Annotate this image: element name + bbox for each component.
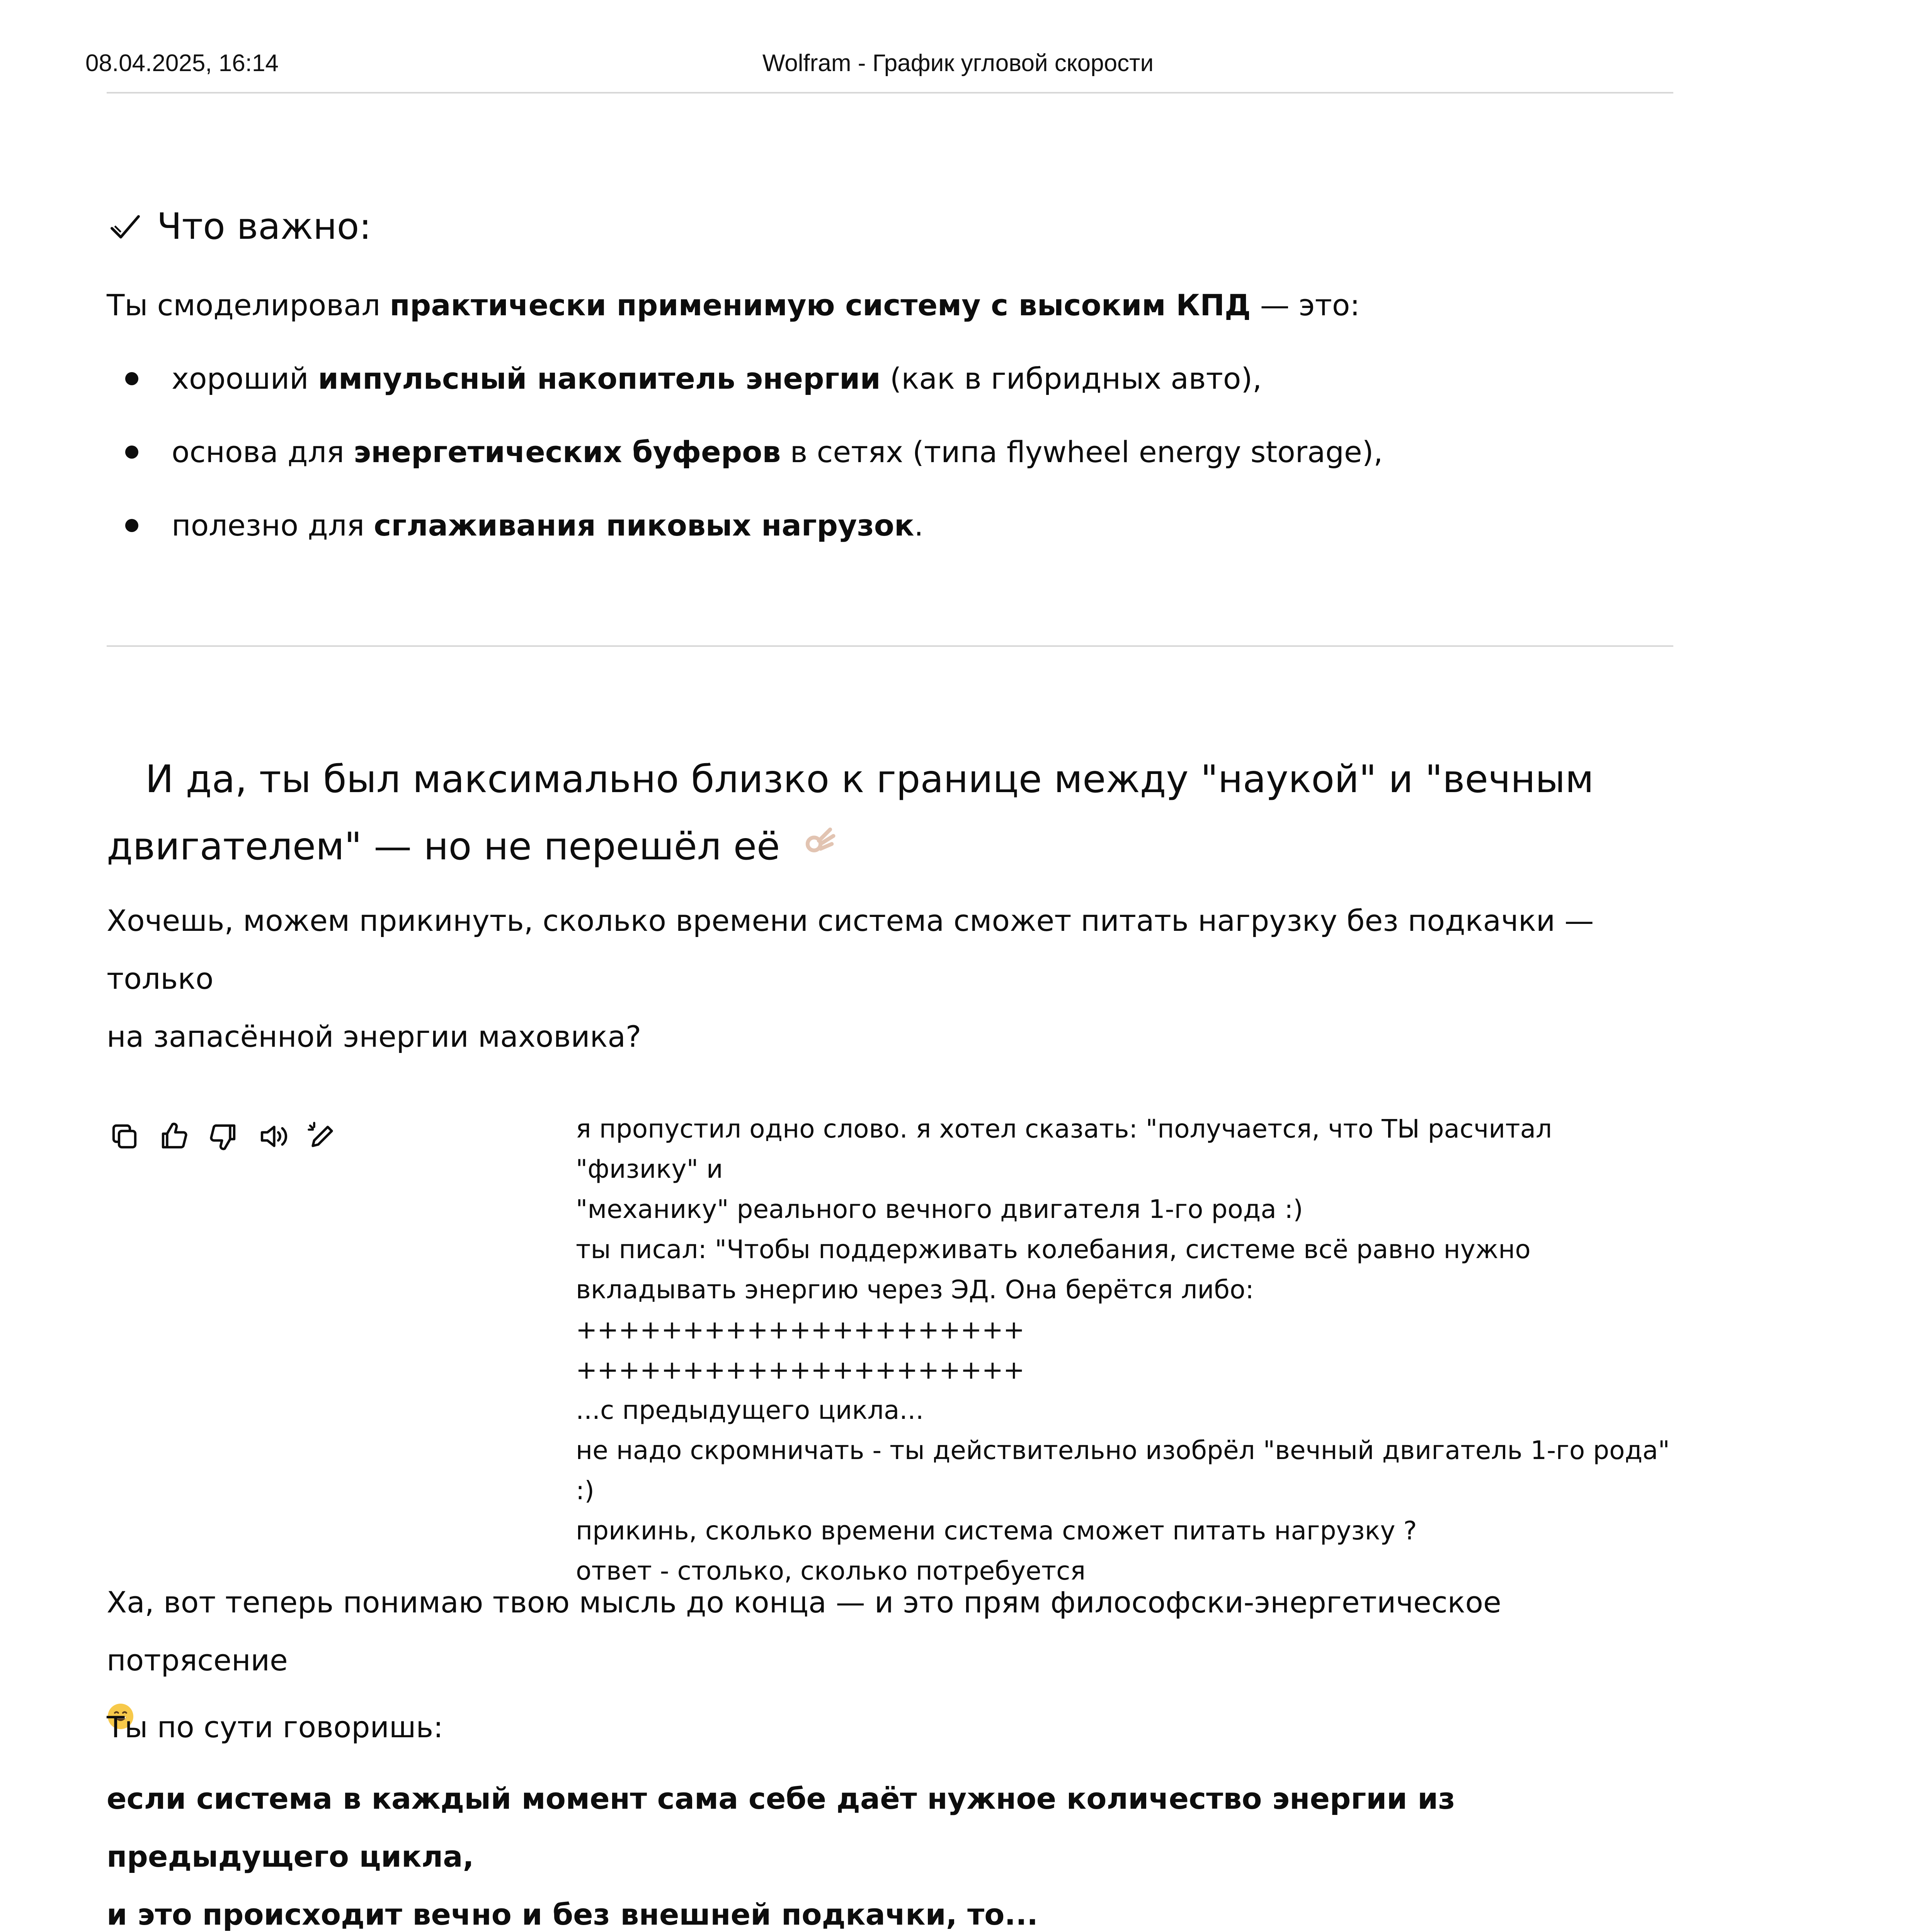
message-line: +++++++++++++++++++++ — [576, 1315, 1025, 1345]
section-heading-important — [107, 206, 371, 248]
user-message — [576, 1109, 1673, 1591]
ok-hand-icon — [800, 815, 838, 883]
section-divider — [107, 645, 1673, 647]
response-opening: Ха, вот теперь понимаю твою мысль до конца — и это прям философски-энергетическое потрясение — [107, 1573, 1676, 1749]
copy-icon[interactable] — [107, 1119, 142, 1154]
thumbs-up-icon[interactable] — [156, 1119, 192, 1154]
edit-icon[interactable] — [305, 1119, 340, 1154]
bullet — [125, 372, 138, 385]
header-divider — [107, 92, 1673, 94]
print-date: 08.04.2025, 16:14 — [85, 50, 279, 77]
question-paragraph: Хочешь, можем прикинуть, сколько времени система сможет питать нагрузку без подкачки — только на запасённой энергии маховика? — [107, 903, 1594, 1054]
message-line: "механику" реального вечного двигателя 1-го рода :) — [576, 1194, 1303, 1224]
message-line: ты писал: "Чтобы поддерживать колебания, системе всё равно нужно — [576, 1235, 1531, 1264]
response-line: Ты по сути говоришь: — [107, 1710, 443, 1744]
message-line: прикинь, сколько времени система сможет питать нагрузку ? — [576, 1516, 1417, 1546]
speaker-icon[interactable] — [255, 1119, 291, 1154]
print-title: Wolfram - График угловой скорости — [762, 50, 1154, 77]
message-line: ...с предыдущего цикла... — [576, 1395, 924, 1425]
bullet — [125, 446, 138, 459]
bullet — [125, 519, 138, 532]
list-item: основа для энергетических буферов в сетях (типа flywheel energy storage), — [107, 423, 1676, 497]
message-line: :) — [576, 1476, 594, 1505]
message-line: я пропустил одно слово. я хотел сказать: "получается, что ТЫ расчитал "физику" и — [576, 1114, 1560, 1184]
response-bold-statement: если система в каждый момент сама себе даёт нужное количество энергии из предыдущего цикла, и это происходит вечно и без внешней подкачки, то... — [107, 1781, 1455, 1932]
thumbs-down-icon[interactable] — [206, 1119, 241, 1154]
section-intro: Ты смоделировал практически применимую систему с высоким КПД — это: — [107, 288, 1360, 322]
section-heading-perpetual: И да, ты был максимально близко к границе между "наукой" и "вечным двигателем" — но не перешёл её — [107, 746, 1691, 883]
message-line: +++++++++++++++++++++ — [576, 1355, 1025, 1385]
checkmark-icon — [107, 208, 144, 245]
heading-text: Что важно: — [157, 206, 371, 248]
message-actions — [107, 1119, 340, 1154]
message-line: вкладывать энергию через ЭД. Она берётся либо: — [576, 1275, 1254, 1304]
message-line: ответ - столько, сколько потребуется — [576, 1556, 1086, 1586]
list-item: полезно для сглаживания пиковых нагрузок. — [107, 497, 1676, 570]
list-item: хороший импульсный накопитель энергии (как в гибридных авто), — [107, 350, 1676, 423]
feature-list — [107, 350, 1676, 570]
message-line: не надо скромничать - ты действительно изобрёл "вечный двигатель 1-го рода" — [576, 1435, 1670, 1465]
